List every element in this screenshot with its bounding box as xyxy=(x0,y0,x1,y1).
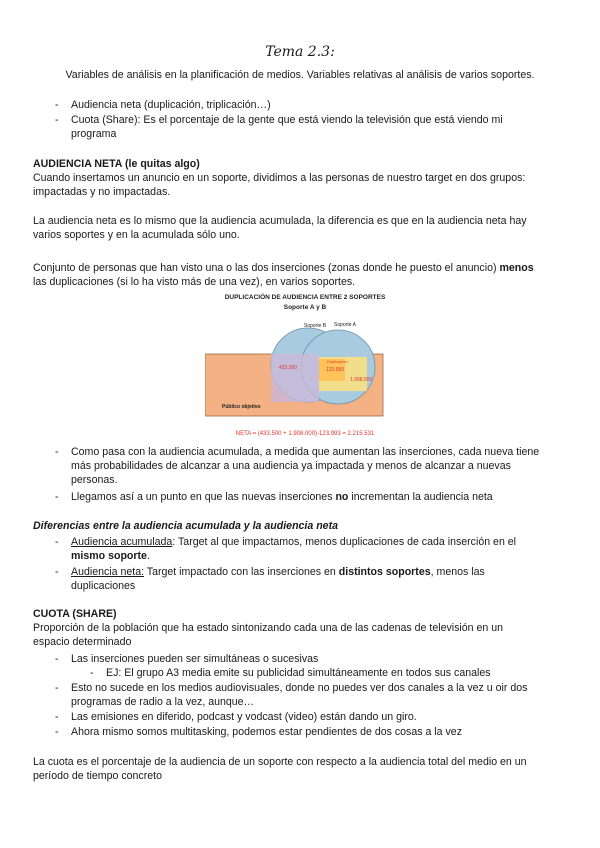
term: Audiencia neta: xyxy=(71,566,145,578)
section-heading-cuota: CUOTA (SHARE) xyxy=(33,608,117,620)
list-item xyxy=(71,535,516,549)
value-center: 123.993 xyxy=(326,367,345,373)
label-publico-objetivo: Público objetivo xyxy=(222,404,261,410)
page-subtitle: Variables de análisis en la planificación de medios. Variables relativas al análisis de varios soportes. xyxy=(65,69,535,81)
paragraph-text: Conjunto de personas que han visto una o las dos inserciones (zonas donde he puesto el anuncio) xyxy=(33,262,497,274)
paragraph: Cuando insertamos un anuncio en un soporte, dividimos a las personas de nuestro target en dos grupos: xyxy=(33,172,526,184)
paragraph: varios soportes y en la acumulada sólo uno. xyxy=(33,229,240,241)
value-right: 1.908.000 xyxy=(350,377,373,383)
list-text: incrementan la audiencia neta xyxy=(351,491,493,503)
list-item: Esto no sucede en los medios audiovisuales, donde no puedes ver dos canales a la vez u oir dos xyxy=(71,682,528,694)
paragraph: impactadas y no impactadas. xyxy=(33,186,171,198)
list-item: programas de radio a la vez, aunque… xyxy=(71,696,255,708)
list-text: Target impactado con las inserciones en xyxy=(144,566,336,578)
audience-duplication-diagram xyxy=(205,292,405,440)
label-soporte-a: Soporte A xyxy=(334,322,356,328)
label-soporte-b: Soporte B xyxy=(303,323,327,329)
paragraph: Proporción de la población que ha estado sintonizando cada una de las cadenas de televisión en un xyxy=(33,622,503,634)
paragraph: las duplicaciones (si lo ha visto más de una vez), en varios soportes. xyxy=(33,276,356,288)
paragraph: La cuota es el porcentaje de la audiencia de un soporte con respecto a la audiencia total del medio en un xyxy=(33,756,527,768)
bold-text: menos xyxy=(499,262,534,274)
list-dash: - xyxy=(55,566,59,578)
paragraph: período de tiempo concreto xyxy=(33,770,162,782)
list-item: más probabilidades de alcanzar a una audiencia ya impactada y menos de alcanzar a nuevas xyxy=(71,460,511,472)
list-item xyxy=(71,565,485,579)
list-text: . xyxy=(146,550,150,562)
list-dash: - xyxy=(55,682,59,694)
list-text: Llegamos así a un punto en que las nuevas inserciones xyxy=(71,491,333,503)
paragraph: espacio determinado xyxy=(33,636,132,648)
diagram-subtitle: Soporte A y B xyxy=(283,304,327,311)
list-item: duplicaciones xyxy=(71,580,136,592)
section-heading-audiencia-neta: AUDIENCIA NETA (le quitas algo) xyxy=(33,158,200,170)
list-dash: - xyxy=(55,99,59,111)
section-heading-diferencias: Diferencias entre la audiencia acumulada y la audiencia neta xyxy=(33,520,338,532)
term: Audiencia acumulada xyxy=(71,536,173,548)
list-item xyxy=(71,549,150,563)
overlap-area xyxy=(271,354,319,402)
paragraph: La audiencia neta es lo mismo que la audiencia acumulada, la diferencia es que en la audiencia neta hay xyxy=(33,215,527,227)
list-dash: - xyxy=(55,446,59,458)
formula: NETA = (433.500 + 1.908.000)-123.993 = 2.215.531 xyxy=(235,431,375,437)
list-dash: - xyxy=(55,114,59,126)
list-dash: - xyxy=(55,536,59,548)
bold-text: mismo soporte xyxy=(71,550,147,562)
list-item: Ahora mismo somos multitasking, podemos estar pendientes de dos cosas a la vez xyxy=(71,726,462,738)
list-text: : Target al que impactamos, menos duplicaciones de cada inserción en el xyxy=(172,536,517,548)
bold-text: no xyxy=(335,491,349,503)
list-dash: - xyxy=(55,491,59,503)
list-dash: - xyxy=(90,667,94,679)
list-subitem: EJ: El grupo A3 media emite su publicidad simultáneamente en todos sus canales xyxy=(106,667,491,679)
value-left: 433.500 xyxy=(279,365,298,371)
label-duplicacion: Duplicación xyxy=(327,359,348,364)
list-item: personas. xyxy=(71,474,118,486)
list-item: Audiencia neta (duplicación, triplicación…) xyxy=(71,99,271,111)
list-dash: - xyxy=(55,653,59,665)
page-title: Tema 2.3: xyxy=(265,44,335,60)
list-text: , menos las xyxy=(430,566,485,578)
list-item: Las emisiones en diferido, podcast y vodcast (video) están dando un giro. xyxy=(71,711,417,723)
list-item: Las inserciones pueden ser simultáneas o sucesivas xyxy=(71,653,319,665)
list-item: Cuota (Share): Es el porcentaje de la gente que está viendo la televisión que está viendo mi xyxy=(71,114,503,126)
list-dash: - xyxy=(55,711,59,723)
diagram-title: DUPLICACIÓN DE AUDIENCIA ENTRE 2 SOPORTES xyxy=(224,294,386,301)
list-dash: - xyxy=(55,726,59,738)
list-item: Como pasa con la audiencia acumulada, a medida que aumentan las inserciones, cada nueva tiene xyxy=(71,446,540,458)
bold-text: distintos soportes xyxy=(338,566,431,578)
paragraph xyxy=(33,261,534,275)
list-item xyxy=(71,490,493,504)
list-item: programa xyxy=(71,128,117,140)
